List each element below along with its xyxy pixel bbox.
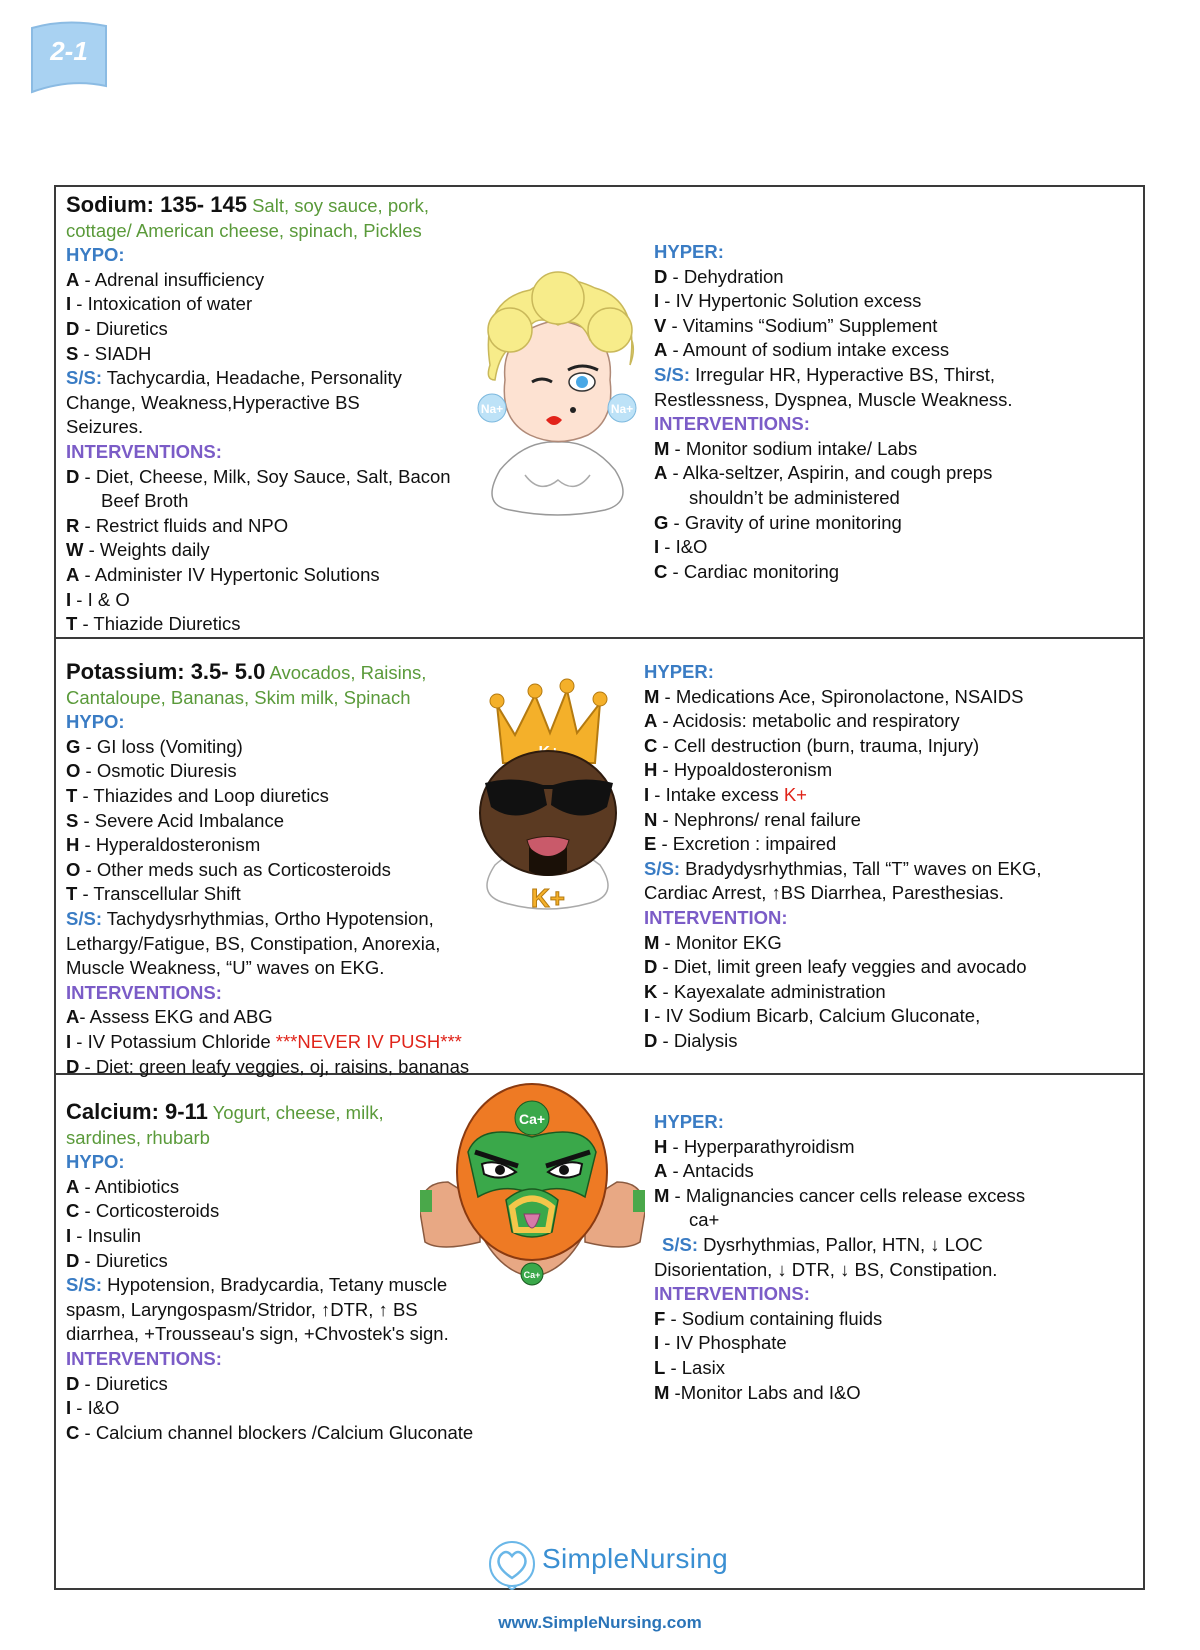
- mnemonic-letter: L: [654, 1356, 666, 1378]
- item-text: - Diet, Cheese, Milk, Soy Sauce, Salt, Bacon: [79, 465, 451, 487]
- list-item: [66, 538, 506, 563]
- potassium-foods: Cantaloupe, Bananas, Skim milk, Spinach: [66, 686, 411, 708]
- calcium-hypo-label: HYPO:: [66, 1151, 125, 1173]
- mnemonic-letter: A: [654, 462, 668, 484]
- list-item: [644, 1029, 1134, 1054]
- item-text: - Monitor sodium intake/ Labs: [669, 437, 918, 459]
- calcium-hyper-label: HYPER:: [654, 1111, 724, 1132]
- list-item: [644, 980, 1134, 1005]
- item-text: - Cardiac monitoring: [667, 560, 840, 582]
- list-item: [66, 514, 506, 539]
- item-text: - Adrenal insufficiency: [79, 268, 265, 290]
- item-text: - Thiazide Diuretics: [77, 613, 241, 635]
- list-item: [654, 314, 1134, 339]
- mnemonic-letter: H: [644, 759, 658, 781]
- list-item: [654, 289, 1134, 314]
- calcium-character-illustration: [420, 1082, 645, 1297]
- item-text: Beef Broth: [101, 490, 189, 512]
- mnemonic-letter: C: [654, 560, 668, 582]
- mnemonic-letter: O: [66, 760, 81, 782]
- item-text: - Diet, limit green leafy veggies and avocado: [657, 956, 1027, 978]
- item-text: - IV Hypertonic Solution excess: [659, 290, 922, 312]
- list-item: [66, 268, 506, 293]
- list-item: [654, 486, 1134, 511]
- item-text: - Thiazides and Loop diuretics: [77, 784, 329, 806]
- item-text: - Alka-seltzer, Aspirin, and cough preps: [667, 462, 993, 484]
- mnemonic-letter: D: [66, 317, 80, 339]
- item-text: - Severe Acid Imbalance: [78, 809, 285, 831]
- list-item: [66, 292, 506, 317]
- ss-text: Change, Weakness,Hyperactive BS: [66, 391, 360, 413]
- ss-text: spasm, Laryngospasm/Stridor, ↑DTR, ↑ BS: [66, 1298, 418, 1320]
- calcium-badge-head: Ca+: [518, 1111, 546, 1127]
- mnemonic-letter: S: [66, 342, 79, 364]
- item-text: - Intoxication of water: [71, 293, 253, 315]
- list-item: [66, 465, 506, 490]
- mnemonic-letter: I: [644, 1005, 650, 1027]
- item-text: - Antacids: [667, 1160, 754, 1182]
- list-item: [66, 588, 506, 613]
- mnemonic-letter: G: [66, 735, 81, 757]
- sodium-badge-left: Na+: [480, 402, 504, 416]
- item-text: - Gravity of urine monitoring: [668, 511, 902, 533]
- potassium-hypo-interventions-label: INTERVENTIONS:: [66, 981, 222, 1003]
- sodium-hyper-list: [654, 265, 1134, 363]
- ss-text: Cardiac Arrest, ↑BS Diarrhea, Paresthesias.: [644, 882, 1004, 904]
- mnemonic-letter: C: [644, 734, 658, 756]
- mnemonic-letter: N: [644, 808, 658, 830]
- item-text: - Intake excess: [649, 783, 784, 805]
- mnemonic-letter: G: [654, 511, 669, 533]
- potassium-right-column: [644, 660, 1134, 1054]
- ss-label: S/S:: [662, 1233, 698, 1255]
- list-item: [644, 685, 1134, 710]
- ss-label: S/S:: [654, 363, 690, 385]
- item-text: - SIADH: [78, 342, 152, 364]
- item-text: -Monitor Labs and I&O: [669, 1381, 861, 1403]
- list-item: [66, 1372, 536, 1397]
- mnemonic-letter: M: [644, 931, 660, 953]
- calcium-title: Calcium: 9-11: [66, 1099, 208, 1124]
- mnemonic-letter: C: [66, 1200, 80, 1222]
- item-text: - Hypoaldosteronism: [657, 759, 833, 781]
- mnemonic-letter: A: [66, 1175, 80, 1197]
- item-text: - Sodium containing fluids: [665, 1307, 883, 1329]
- ss-text: Bradydysrhythmias, Tall “T” waves on EKG,: [679, 857, 1042, 879]
- list-item: [654, 560, 1134, 585]
- item-text: ca+: [689, 1209, 720, 1231]
- sodium-foods: cottage/ American cheese, spinach, Pickles: [66, 219, 422, 241]
- item-text: - Nephrons/ renal failure: [657, 808, 861, 830]
- never-iv-push-warning: ***NEVER IV PUSH***: [275, 1030, 462, 1052]
- ss-text: Lethargy/Fatigue, BS, Constipation, Anorexia,: [66, 932, 441, 954]
- item-text: - Insulin: [71, 1224, 142, 1246]
- item-text: - Other meds such as Corticosteroids: [80, 858, 391, 880]
- item-text: - Assess EKG and ABG: [79, 1006, 273, 1028]
- list-item: [644, 931, 1134, 956]
- list-item: [644, 758, 1134, 783]
- mnemonic-letter: I: [654, 536, 660, 558]
- calcium-hyper-interventions-label: INTERVENTIONS:: [654, 1283, 810, 1305]
- list-item: [644, 832, 1134, 857]
- sodium-hypo-label: HYPO:: [66, 244, 125, 266]
- item-text: - Antibiotics: [79, 1175, 180, 1197]
- mnemonic-letter: E: [644, 833, 657, 855]
- section-divider: [54, 637, 1145, 639]
- sodium-hypo-list: [66, 268, 506, 366]
- list-item: [654, 511, 1134, 536]
- item-text: - Transcellular Shift: [77, 883, 241, 905]
- list-item: [654, 265, 1134, 290]
- ss-label: S/S:: [644, 857, 680, 879]
- mnemonic-letter: I: [654, 290, 660, 312]
- mnemonic-letter: I: [66, 1224, 72, 1246]
- list-item: [654, 535, 1134, 560]
- potassium-foods: Avocados, Raisins,: [269, 662, 427, 683]
- mnemonic-letter: A: [66, 563, 80, 585]
- list-item: [654, 1356, 1134, 1381]
- list-item: [66, 1396, 536, 1421]
- list-item: [644, 709, 1134, 734]
- mnemonic-letter: I: [654, 1332, 660, 1354]
- list-item: [654, 338, 1134, 363]
- calcium-foods: sardines, rhubarb: [66, 1126, 210, 1148]
- item-text: - GI loss (Vomiting): [80, 735, 243, 757]
- item-text: - I&O: [71, 1397, 120, 1419]
- potassium-hyper-list: [644, 685, 1134, 783]
- potassium-character-illustration: [455, 675, 640, 930]
- item-text: - Dialysis: [657, 1029, 738, 1051]
- mnemonic-letter: M: [654, 437, 670, 459]
- mnemonic-letter: H: [654, 1135, 668, 1157]
- sodium-hyper-interventions-label: INTERVENTIONS:: [654, 413, 810, 435]
- sodium-hypo-interventions-label: INTERVENTIONS:: [66, 440, 222, 462]
- item-text: - Excretion : impaired: [656, 833, 837, 855]
- item-text: - I & O: [71, 588, 130, 610]
- potassium-symbol: K+: [783, 783, 807, 805]
- mnemonic-letter: R: [66, 514, 80, 536]
- website-link[interactable]: www.SimpleNursing.com: [498, 1613, 702, 1632]
- mnemonic-letter: D: [66, 465, 80, 487]
- mnemonic-letter: I: [66, 1030, 72, 1052]
- mnemonic-letter: T: [66, 883, 78, 905]
- sodium-right-column: [654, 240, 1134, 584]
- calcium-right-column: [654, 1110, 1134, 1405]
- item-text: - Restrict fluids and NPO: [79, 514, 289, 536]
- ss-text: Tachycardia, Headache, Personality: [101, 367, 402, 389]
- ss-text: Restlessness, Dyspnea, Muscle Weakness.: [654, 388, 1013, 410]
- ss-text: Tachydysrhythmias, Ortho Hypotension,: [101, 907, 434, 929]
- mnemonic-letter: I: [66, 1397, 72, 1419]
- list-item: [654, 1381, 1134, 1406]
- sodium-badge-right: Na+: [610, 402, 634, 416]
- ss-text: Irregular HR, Hyperactive BS, Thirst,: [689, 363, 995, 385]
- ss-text: diarrhea, +Trousseau's sign, +Chvostek's sign.: [66, 1323, 449, 1345]
- mnemonic-letter: D: [66, 1372, 80, 1394]
- item-text: - Administer IV Hypertonic Solutions: [79, 563, 380, 585]
- item-text: - Vitamins “Sodium” Supplement: [666, 314, 938, 336]
- mnemonic-letter: D: [66, 1249, 80, 1271]
- item-text: - IV Phosphate: [659, 1332, 787, 1354]
- sodium-hyper-ss: [654, 363, 1134, 388]
- list-item: [66, 342, 506, 367]
- potassium-hyper-interventions-list: [644, 931, 1134, 1054]
- item-text: - Diuretics: [79, 317, 168, 339]
- list-item: [644, 783, 1134, 808]
- list-item: [66, 1030, 536, 1055]
- item-text: - Medications Ace, Spironolactone, NSAIDS: [659, 685, 1024, 707]
- item-text: - Kayexalate administration: [657, 980, 886, 1002]
- item-text: - Diet: green leafy veggies, oj, raisins, bananas: [79, 1055, 470, 1077]
- list-item: [654, 461, 1134, 486]
- ss-text: Dysrhythmias, Pallor, HTN, ↓ LOC: [697, 1233, 983, 1255]
- mnemonic-letter: A: [644, 710, 658, 732]
- sodium-foods: Salt, soy sauce, pork,: [252, 195, 429, 216]
- ss-label: S/S:: [66, 907, 102, 929]
- mnemonic-letter: M: [644, 685, 660, 707]
- potassium-hyper-ss: [644, 857, 1134, 882]
- item-text: - Hyperaldosteronism: [79, 834, 261, 856]
- mnemonic-letter: I: [66, 293, 72, 315]
- mnemonic-letter: A: [654, 1160, 668, 1182]
- list-item: [66, 489, 506, 514]
- item-text: - IV Sodium Bicarb, Calcium Gluconate,: [649, 1005, 981, 1027]
- item-text: - IV Potassium Chloride: [71, 1030, 276, 1052]
- item-text: - Lasix: [665, 1356, 725, 1378]
- mnemonic-letter: D: [654, 265, 668, 287]
- mnemonic-letter: O: [66, 858, 81, 880]
- ss-label: S/S:: [66, 1274, 102, 1296]
- sodium-character-illustration: [470, 270, 645, 520]
- ss-text: Hypotension, Bradycardia, Tetany muscle: [101, 1274, 448, 1296]
- item-text: - Osmotic Diuresis: [80, 760, 237, 782]
- mnemonic-letter: A: [66, 1006, 80, 1028]
- mnemonic-letter: D: [644, 1029, 658, 1051]
- mnemonic-letter: F: [654, 1307, 666, 1329]
- mnemonic-letter: H: [66, 834, 80, 856]
- calcium-foods: Yogurt, cheese, milk,: [212, 1102, 384, 1123]
- potassium-badge-chain: K+: [531, 883, 565, 913]
- item-text: - Monitor EKG: [659, 931, 782, 953]
- list-item: [644, 808, 1134, 833]
- calcium-hypo-interventions-list: [66, 1372, 536, 1446]
- ss-text: Disorientation, ↓ DTR, ↓ BS, Constipation.: [654, 1258, 998, 1280]
- calcium-hyper-interventions-list: [654, 1307, 1134, 1405]
- mnemonic-letter: D: [66, 1055, 80, 1077]
- potassium-title: Potassium: 3.5- 5.0: [66, 659, 266, 684]
- list-item: [654, 437, 1134, 462]
- page-tag: 2-1: [50, 36, 88, 66]
- item-text: - Dehydration: [667, 265, 784, 287]
- item-text: - Amount of sodium intake excess: [667, 339, 950, 361]
- calcium-badge-belt: Ca+: [523, 1270, 541, 1280]
- ss-text: Seizures.: [66, 416, 144, 438]
- list-item: [654, 1159, 1134, 1184]
- sodium-hypo-interventions-list: [66, 465, 506, 637]
- list-item: [66, 1421, 536, 1446]
- item-text: shouldn’t be administered: [689, 486, 900, 508]
- sodium-left-column: [66, 193, 506, 637]
- item-text: - Diuretics: [79, 1249, 168, 1271]
- mnemonic-letter: T: [66, 784, 78, 806]
- mnemonic-letter: M: [654, 1184, 670, 1206]
- mnemonic-letter: T: [66, 613, 78, 635]
- list-item: [654, 1331, 1134, 1356]
- mnemonic-letter: V: [654, 314, 667, 336]
- item-text: - Corticosteroids: [79, 1200, 220, 1222]
- list-item: [66, 1005, 536, 1030]
- list-item: [66, 1055, 536, 1080]
- list-item: [644, 734, 1134, 759]
- brand-name: SimpleNursing: [542, 1543, 728, 1574]
- potassium-hyper-interventions-label: INTERVENTION:: [644, 906, 788, 928]
- list-item: [654, 1184, 1134, 1209]
- sodium-hyper-label: HYPER:: [654, 241, 724, 262]
- item-text: - I&O: [659, 536, 708, 558]
- item-text: - Acidosis: metabolic and respiratory: [657, 710, 960, 732]
- mnemonic-letter: A: [654, 339, 668, 361]
- potassium-hypo-label: HYPO:: [66, 711, 125, 733]
- mnemonic-letter: S: [66, 809, 79, 831]
- list-item: [654, 1208, 1134, 1233]
- item-text: - Hyperparathyroidism: [667, 1135, 855, 1157]
- calcium-hypo-interventions-label: INTERVENTIONS:: [66, 1347, 222, 1369]
- calcium-hyper-ss: [654, 1233, 1134, 1258]
- ss-text: Muscle Weakness, “U” waves on EKG.: [66, 957, 385, 979]
- sodium-heading: [66, 193, 506, 219]
- sodium-hypo-ss: [66, 366, 506, 391]
- list-item: [644, 955, 1134, 980]
- mnemonic-letter: A: [66, 268, 80, 290]
- ss-label: S/S:: [66, 367, 102, 389]
- mnemonic-letter: W: [66, 539, 84, 561]
- item-text: - Malignancies cancer cells release excess: [669, 1184, 1026, 1206]
- potassium-hyper-list: [644, 808, 1134, 857]
- potassium-hyper-label: HYPER:: [644, 661, 714, 682]
- item-text: - Diuretics: [79, 1372, 168, 1394]
- mnemonic-letter: D: [644, 956, 658, 978]
- item-text: - Weights daily: [83, 539, 210, 561]
- list-item: [66, 317, 506, 342]
- list-item: [654, 1307, 1134, 1332]
- mnemonic-letter: M: [654, 1381, 670, 1403]
- mnemonic-letter: C: [66, 1421, 80, 1443]
- list-item: [644, 1004, 1134, 1029]
- calcium-hyper-list: [654, 1135, 1134, 1233]
- item-text: - Cell destruction (burn, trauma, Injury): [657, 734, 980, 756]
- list-item: [654, 1135, 1134, 1160]
- sodium-hyper-interventions-list: [654, 437, 1134, 585]
- mnemonic-letter: I: [644, 783, 650, 805]
- simplenursing-heart-logo-icon: [486, 1540, 538, 1592]
- item-text: - Calcium channel blockers /Calcium Gluconate: [79, 1421, 474, 1443]
- list-item: [66, 563, 506, 588]
- list-item: [66, 612, 506, 637]
- mnemonic-letter: I: [66, 588, 72, 610]
- mnemonic-letter: K: [644, 980, 658, 1002]
- sodium-title: Sodium: 135- 145: [66, 192, 247, 217]
